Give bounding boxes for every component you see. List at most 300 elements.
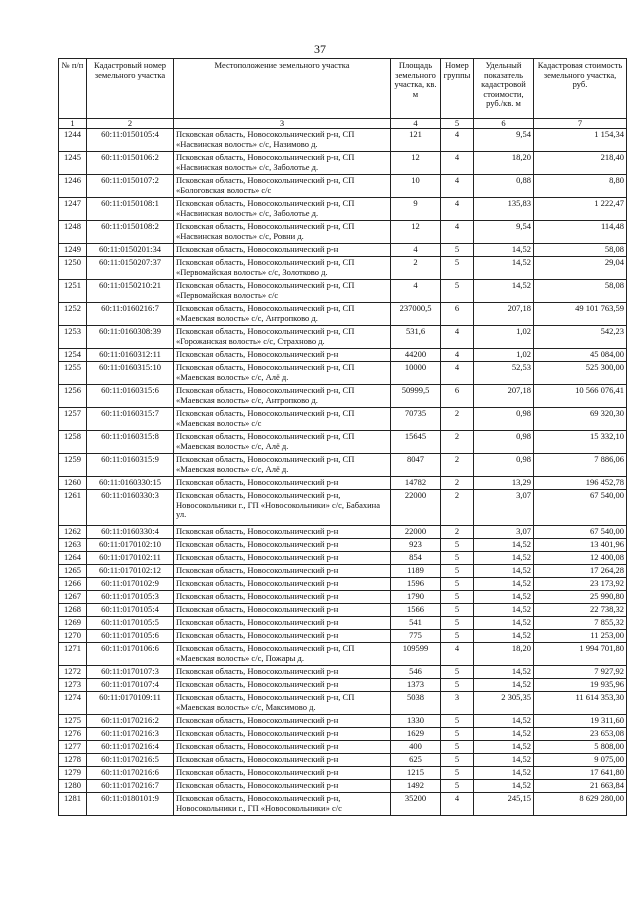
rate-cell: 9,54 (474, 129, 534, 152)
group-cell: 4 (441, 349, 474, 362)
location-cell: Псковская область, Новосокольнический р-н, СП «Маевская волость» с/с (174, 408, 391, 431)
cadastral-value-cell: 196 452,78 (534, 477, 627, 490)
cadastral-number-cell: 60:11:0170105:5 (87, 617, 174, 630)
cadastral-number-cell: 60:11:0160330:3 (87, 490, 174, 526)
row-number-cell: 1245 (59, 152, 87, 175)
rate-cell: 1,02 (474, 326, 534, 349)
table-row (59, 679, 627, 692)
area-cell: 1566 (391, 604, 441, 617)
area-cell: 1330 (391, 715, 441, 728)
cadastral-value-cell: 19 935,96 (534, 679, 627, 692)
cadastral-number-cell: 60:11:0170105:4 (87, 604, 174, 617)
group-cell: 5 (441, 728, 474, 741)
rate-cell: 3,07 (474, 490, 534, 526)
area-cell: 70735 (391, 408, 441, 431)
rate-cell: 14,52 (474, 578, 534, 591)
location-cell: Псковская область, Новосокольнический р-н, Новосокольники г., ГП «Новосокольники» с/с (174, 793, 391, 816)
cadastral-number-cell: 60:11:0170216:7 (87, 780, 174, 793)
page-number: 37 (314, 42, 326, 56)
table-row (59, 617, 627, 630)
row-number-cell: 1256 (59, 385, 87, 408)
rate-cell: 14,52 (474, 715, 534, 728)
row-number-cell: 1263 (59, 539, 87, 552)
table-header-row (59, 59, 627, 119)
location-cell: Псковская область, Новосокольнический р-н (174, 767, 391, 780)
row-number-cell: 1262 (59, 526, 87, 539)
row-number-cell: 1264 (59, 552, 87, 565)
row-number-cell: 1280 (59, 780, 87, 793)
area-cell: 9 (391, 198, 441, 221)
table-row (59, 793, 627, 816)
table-row (59, 408, 627, 431)
table-row (59, 565, 627, 578)
rate-cell: 14,52 (474, 565, 534, 578)
table-row (59, 490, 627, 526)
location-cell: Псковская область, Новосокольнический р-н, СП «Маевская волость» с/с, Алё д. (174, 431, 391, 454)
table-row (59, 578, 627, 591)
rate-cell: 3,07 (474, 526, 534, 539)
cadastral-number-cell: 60:11:0170106:6 (87, 643, 174, 666)
area-cell: 541 (391, 617, 441, 630)
group-cell: 4 (441, 793, 474, 816)
area-cell: 22000 (391, 490, 441, 526)
row-number-cell: 1247 (59, 198, 87, 221)
group-cell: 5 (441, 767, 474, 780)
area-cell: 854 (391, 552, 441, 565)
header-location: Местоположение земельного участка (174, 59, 391, 119)
location-cell: Псковская область, Новосокольнический р-н, Новосокольники г., ГП «Новосокольники» с/с, Бабахина ул. (174, 490, 391, 526)
location-cell: Псковская область, Новосокольнический р-н (174, 679, 391, 692)
location-cell: Псковская область, Новосокольнический р-н (174, 477, 391, 490)
row-number-cell: 1251 (59, 280, 87, 303)
rate-cell: 14,52 (474, 679, 534, 692)
area-cell: 1215 (391, 767, 441, 780)
table-row (59, 692, 627, 715)
area-cell: 4 (391, 280, 441, 303)
cadastral-number-cell: 60:11:0170105:3 (87, 591, 174, 604)
group-cell: 2 (441, 454, 474, 477)
rate-cell: 0,98 (474, 431, 534, 454)
row-number-cell: 1271 (59, 643, 87, 666)
rate-cell: 14,52 (474, 741, 534, 754)
cadastral-value-cell: 23 173,92 (534, 578, 627, 591)
cadastral-number-cell: 60:11:0170102:11 (87, 552, 174, 565)
group-cell: 2 (441, 477, 474, 490)
row-number-cell: 1274 (59, 692, 87, 715)
table-body (59, 119, 627, 816)
cadastral-number-cell: 60:11:0170216:4 (87, 741, 174, 754)
location-cell: Псковская область, Новосокольнический р-н (174, 617, 391, 630)
cadastral-number-cell: 60:11:0150105:4 (87, 129, 174, 152)
location-cell: Псковская область, Новосокольнический р-н, СП «Насвинская волость» с/с, Назимово д. (174, 129, 391, 152)
area-cell: 14782 (391, 477, 441, 490)
cadastral-number-cell: 60:11:0180101:9 (87, 793, 174, 816)
cadastral-number-cell: 60:11:0170216:3 (87, 728, 174, 741)
area-cell: 1189 (391, 565, 441, 578)
table-row (59, 257, 627, 280)
cadastral-value-cell: 7 855,32 (534, 617, 627, 630)
location-cell: Псковская область, Новосокольнический р-н, СП «Маевская волость» с/с, Антропково д. (174, 303, 391, 326)
rate-cell: 14,52 (474, 780, 534, 793)
column-number: 6 (474, 119, 534, 129)
location-cell: Псковская область, Новосокольнический р-н (174, 666, 391, 679)
table-row (59, 129, 627, 152)
row-number-cell: 1259 (59, 454, 87, 477)
cadastral-number-cell: 60:11:0170216:2 (87, 715, 174, 728)
table-row (59, 280, 627, 303)
location-cell: Псковская область, Новосокольнический р-н (174, 349, 391, 362)
area-cell: 1596 (391, 578, 441, 591)
table-row (59, 326, 627, 349)
area-cell: 1629 (391, 728, 441, 741)
cadastral-number-cell: 60:11:0160315:8 (87, 431, 174, 454)
rate-cell: 207,18 (474, 303, 534, 326)
cadastral-value-cell: 49 101 763,59 (534, 303, 627, 326)
group-cell: 5 (441, 244, 474, 257)
table-row (59, 754, 627, 767)
location-cell: Псковская область, Новосокольнический р-н, СП «Маевская волость» с/с, Пожары д. (174, 643, 391, 666)
rate-cell: 14,52 (474, 728, 534, 741)
cadastral-value-cell: 17 264,28 (534, 565, 627, 578)
row-number-cell: 1269 (59, 617, 87, 630)
table-row (59, 604, 627, 617)
row-number-cell: 1260 (59, 477, 87, 490)
cadastral-value-table (58, 58, 627, 816)
cadastral-value-cell: 19 311,60 (534, 715, 627, 728)
location-cell: Псковская область, Новосокольнический р-н (174, 728, 391, 741)
group-cell: 5 (441, 565, 474, 578)
row-number-cell: 1253 (59, 326, 87, 349)
row-number-cell: 1272 (59, 666, 87, 679)
cadastral-number-cell: 60:11:0150201:34 (87, 244, 174, 257)
area-cell: 5038 (391, 692, 441, 715)
location-cell: Псковская область, Новосокольнический р-н (174, 780, 391, 793)
cadastral-value-cell: 67 540,00 (534, 490, 627, 526)
location-cell: Псковская область, Новосокольнический р-н (174, 552, 391, 565)
area-cell: 237000,5 (391, 303, 441, 326)
group-cell: 2 (441, 431, 474, 454)
group-cell: 4 (441, 643, 474, 666)
row-number-cell: 1257 (59, 408, 87, 431)
rate-cell: 14,52 (474, 767, 534, 780)
cadastral-number-cell: 60:11:0160315:9 (87, 454, 174, 477)
location-cell: Псковская область, Новосокольнический р-н, СП «Маевская волость» с/с, Антропково д. (174, 385, 391, 408)
row-number-cell: 1270 (59, 630, 87, 643)
area-cell: 625 (391, 754, 441, 767)
cadastral-value-cell: 67 540,00 (534, 526, 627, 539)
row-number-cell: 1261 (59, 490, 87, 526)
rate-cell: 14,52 (474, 591, 534, 604)
group-cell: 5 (441, 257, 474, 280)
location-cell: Псковская область, Новосокольнический р-н (174, 630, 391, 643)
area-cell: 1492 (391, 780, 441, 793)
cadastral-value-cell: 542,23 (534, 326, 627, 349)
group-cell: 5 (441, 617, 474, 630)
location-cell: Псковская область, Новосокольнический р-н, СП «Бологовская волость» с/с (174, 175, 391, 198)
table-row (59, 643, 627, 666)
location-cell: Псковская область, Новосокольнический р-н (174, 604, 391, 617)
location-cell: Псковская область, Новосокольнический р-н, СП «Насвинская волость» с/с, Ровни д. (174, 221, 391, 244)
location-cell: Псковская область, Новосокольнический р-н (174, 539, 391, 552)
table-row (59, 152, 627, 175)
row-number-cell: 1281 (59, 793, 87, 816)
header-row-number: № п/п (59, 59, 87, 119)
cadastral-number-cell: 60:11:0170216:5 (87, 754, 174, 767)
location-cell: Псковская область, Новосокольнический р-н, СП «Маевская волость» с/с, Алё д. (174, 454, 391, 477)
cadastral-value-cell: 17 641,80 (534, 767, 627, 780)
group-cell: 4 (441, 175, 474, 198)
cadastral-value-cell: 15 332,10 (534, 431, 627, 454)
cadastral-number-cell: 60:11:0170107:3 (87, 666, 174, 679)
cadastral-value-cell: 8,80 (534, 175, 627, 198)
location-cell: Псковская область, Новосокольнический р-н (174, 754, 391, 767)
cadastral-number-cell: 60:11:0160315:10 (87, 362, 174, 385)
location-cell: Псковская область, Новосокольнический р-н, СП «Маевская волость» с/с, Алё д. (174, 362, 391, 385)
rate-cell: 2 305,35 (474, 692, 534, 715)
cadastral-number-cell: 60:11:0160308:39 (87, 326, 174, 349)
cadastral-value-cell: 23 653,08 (534, 728, 627, 741)
area-cell: 109599 (391, 643, 441, 666)
rate-cell: 14,52 (474, 280, 534, 303)
group-cell: 2 (441, 490, 474, 526)
area-cell: 1373 (391, 679, 441, 692)
cadastral-number-cell: 60:11:0160315:6 (87, 385, 174, 408)
cadastral-value-cell: 10 566 076,41 (534, 385, 627, 408)
rate-cell: 245,15 (474, 793, 534, 816)
group-cell: 5 (441, 578, 474, 591)
group-cell: 4 (441, 362, 474, 385)
row-number-cell: 1258 (59, 431, 87, 454)
row-number-cell: 1250 (59, 257, 87, 280)
header-cadastral-number: Кадастровый номер земельного участка (87, 59, 174, 119)
cadastral-number-cell: 60:11:0160315:7 (87, 408, 174, 431)
cadastral-value-cell: 525 300,00 (534, 362, 627, 385)
header-cadastral-value: Кадастровая стоимость земельного участка, руб. (534, 59, 627, 119)
header-area: Площадь земельного участка, кв. м (391, 59, 441, 119)
table-row (59, 454, 627, 477)
row-number-cell: 1276 (59, 728, 87, 741)
cadastral-number-cell: 60:11:0170216:6 (87, 767, 174, 780)
row-number-cell: 1265 (59, 565, 87, 578)
area-cell: 4 (391, 244, 441, 257)
location-cell: Псковская область, Новосокольнический р-н (174, 715, 391, 728)
cadastral-value-cell: 11 253,00 (534, 630, 627, 643)
area-cell: 50999,5 (391, 385, 441, 408)
cadastral-number-cell: 60:11:0160330:15 (87, 477, 174, 490)
area-cell: 923 (391, 539, 441, 552)
column-number: 7 (534, 119, 627, 129)
location-cell: Псковская область, Новосокольнический р-н (174, 526, 391, 539)
area-cell: 121 (391, 129, 441, 152)
area-cell: 10000 (391, 362, 441, 385)
location-cell: Псковская область, Новосокольнический р-н, СП «Маевская волость» с/с, Максимово д. (174, 692, 391, 715)
group-cell: 2 (441, 526, 474, 539)
group-cell: 6 (441, 385, 474, 408)
rate-cell: 14,52 (474, 666, 534, 679)
cadastral-number-cell: 60:11:0160216:7 (87, 303, 174, 326)
area-cell: 2 (391, 257, 441, 280)
cadastral-number-cell: 60:11:0170102:12 (87, 565, 174, 578)
cadastral-value-cell: 29,04 (534, 257, 627, 280)
rate-cell: 9,54 (474, 221, 534, 244)
area-cell: 1790 (391, 591, 441, 604)
area-cell: 22000 (391, 526, 441, 539)
rate-cell: 207,18 (474, 385, 534, 408)
group-cell: 5 (441, 754, 474, 767)
location-cell: Псковская область, Новосокольнический р-н, СП «Горожанская волость» с/с, Страхново д. (174, 326, 391, 349)
table-row (59, 385, 627, 408)
area-cell: 10 (391, 175, 441, 198)
rate-cell: 52,53 (474, 362, 534, 385)
cadastral-value-cell: 8 629 280,00 (534, 793, 627, 816)
cadastral-number-cell: 60:11:0170107:4 (87, 679, 174, 692)
cadastral-value-cell: 22 738,32 (534, 604, 627, 617)
area-cell: 15645 (391, 431, 441, 454)
column-number: 4 (391, 119, 441, 129)
area-cell: 546 (391, 666, 441, 679)
table-row (59, 630, 627, 643)
table-row (59, 362, 627, 385)
column-number: 3 (174, 119, 391, 129)
group-cell: 4 (441, 221, 474, 244)
group-cell: 4 (441, 129, 474, 152)
location-cell: Псковская область, Новосокольнический р-н, СП «Первомайская волость» с/с (174, 280, 391, 303)
cadastral-number-cell: 60:11:0150107:2 (87, 175, 174, 198)
table-row (59, 303, 627, 326)
row-number-cell: 1244 (59, 129, 87, 152)
cadastral-value-cell: 1 222,47 (534, 198, 627, 221)
table-row (59, 526, 627, 539)
rate-cell: 14,52 (474, 604, 534, 617)
table-row (59, 552, 627, 565)
cadastral-value-cell: 69 320,30 (534, 408, 627, 431)
row-number-cell: 1275 (59, 715, 87, 728)
cadastral-value-cell: 21 663,84 (534, 780, 627, 793)
location-cell: Псковская область, Новосокольнический р-н, СП «Насвинская волость» с/с, Заболотье д. (174, 152, 391, 175)
group-cell: 4 (441, 326, 474, 349)
rate-cell: 18,20 (474, 643, 534, 666)
cadastral-value-cell: 25 990,80 (534, 591, 627, 604)
header-group: Номер группы (441, 59, 474, 119)
rate-cell: 0,98 (474, 454, 534, 477)
table-row (59, 244, 627, 257)
group-cell: 5 (441, 741, 474, 754)
location-cell: Псковская область, Новосокольнический р-н, СП «Первомайская волость» с/с, Золотково д. (174, 257, 391, 280)
area-cell: 44200 (391, 349, 441, 362)
table-row (59, 198, 627, 221)
area-cell: 531,6 (391, 326, 441, 349)
table-row (59, 767, 627, 780)
location-cell: Псковская область, Новосокольнический р-н (174, 591, 391, 604)
cadastral-value-cell: 1 994 701,80 (534, 643, 627, 666)
cadastral-number-cell: 60:11:0150108:2 (87, 221, 174, 244)
cadastral-number-cell: 60:11:0150210:21 (87, 280, 174, 303)
area-cell: 35200 (391, 793, 441, 816)
row-number-cell: 1279 (59, 767, 87, 780)
row-number-cell: 1246 (59, 175, 87, 198)
row-number-cell: 1248 (59, 221, 87, 244)
cadastral-value-cell: 45 084,00 (534, 349, 627, 362)
cadastral-number-cell: 60:11:0150106:2 (87, 152, 174, 175)
cadastral-value-cell: 11 614 353,30 (534, 692, 627, 715)
cadastral-number-cell: 60:11:0150207:37 (87, 257, 174, 280)
rate-cell: 14,52 (474, 630, 534, 643)
row-number-cell: 1277 (59, 741, 87, 754)
table-row (59, 591, 627, 604)
cadastral-number-cell: 60:11:0170102:9 (87, 578, 174, 591)
rate-cell: 0,98 (474, 408, 534, 431)
table-row (59, 780, 627, 793)
cadastral-value-cell: 13 401,96 (534, 539, 627, 552)
rate-cell: 14,52 (474, 754, 534, 767)
group-cell: 5 (441, 591, 474, 604)
location-cell: Псковская область, Новосокольнический р-н (174, 741, 391, 754)
table-row (59, 477, 627, 490)
cadastral-number-cell: 60:11:0150108:1 (87, 198, 174, 221)
rate-cell: 13,29 (474, 477, 534, 490)
cadastral-number-cell: 60:11:0160312:11 (87, 349, 174, 362)
row-number-cell: 1273 (59, 679, 87, 692)
location-cell: Псковская область, Новосокольнический р-н (174, 578, 391, 591)
row-number-cell: 1268 (59, 604, 87, 617)
rate-cell: 1,02 (474, 349, 534, 362)
table-row (59, 715, 627, 728)
rate-cell: 18,20 (474, 152, 534, 175)
group-cell: 4 (441, 152, 474, 175)
cadastral-value-cell: 5 808,00 (534, 741, 627, 754)
group-cell: 5 (441, 679, 474, 692)
column-number: 1 (59, 119, 87, 129)
group-cell: 5 (441, 604, 474, 617)
column-numbers-row (59, 119, 627, 129)
rate-cell: 14,52 (474, 552, 534, 565)
table-row (59, 221, 627, 244)
table-row (59, 741, 627, 754)
cadastral-value-cell: 9 075,00 (534, 754, 627, 767)
table-row (59, 175, 627, 198)
table-row (59, 539, 627, 552)
group-cell: 5 (441, 780, 474, 793)
row-number-cell: 1266 (59, 578, 87, 591)
cadastral-number-cell: 60:11:0170105:6 (87, 630, 174, 643)
cadastral-number-cell: 60:11:0170109:11 (87, 692, 174, 715)
group-cell: 3 (441, 692, 474, 715)
table-row (59, 349, 627, 362)
group-cell: 4 (441, 198, 474, 221)
rate-cell: 14,52 (474, 539, 534, 552)
location-cell: Псковская область, Новосокольнический р-н (174, 244, 391, 257)
row-number-cell: 1252 (59, 303, 87, 326)
cadastral-value-cell: 218,40 (534, 152, 627, 175)
group-cell: 5 (441, 715, 474, 728)
area-cell: 8047 (391, 454, 441, 477)
area-cell: 12 (391, 152, 441, 175)
area-cell: 12 (391, 221, 441, 244)
row-number-cell: 1278 (59, 754, 87, 767)
table-row (59, 431, 627, 454)
row-number-cell: 1249 (59, 244, 87, 257)
area-cell: 775 (391, 630, 441, 643)
table-row (59, 728, 627, 741)
cadastral-number-cell: 60:11:0170102:10 (87, 539, 174, 552)
rate-cell: 14,52 (474, 617, 534, 630)
rate-cell: 0,88 (474, 175, 534, 198)
header-rate: Удельный показатель кадастровой стоимости, руб./кв. м (474, 59, 534, 119)
row-number-cell: 1255 (59, 362, 87, 385)
group-cell: 5 (441, 630, 474, 643)
cadastral-value-cell: 1 154,34 (534, 129, 627, 152)
column-number: 2 (87, 119, 174, 129)
